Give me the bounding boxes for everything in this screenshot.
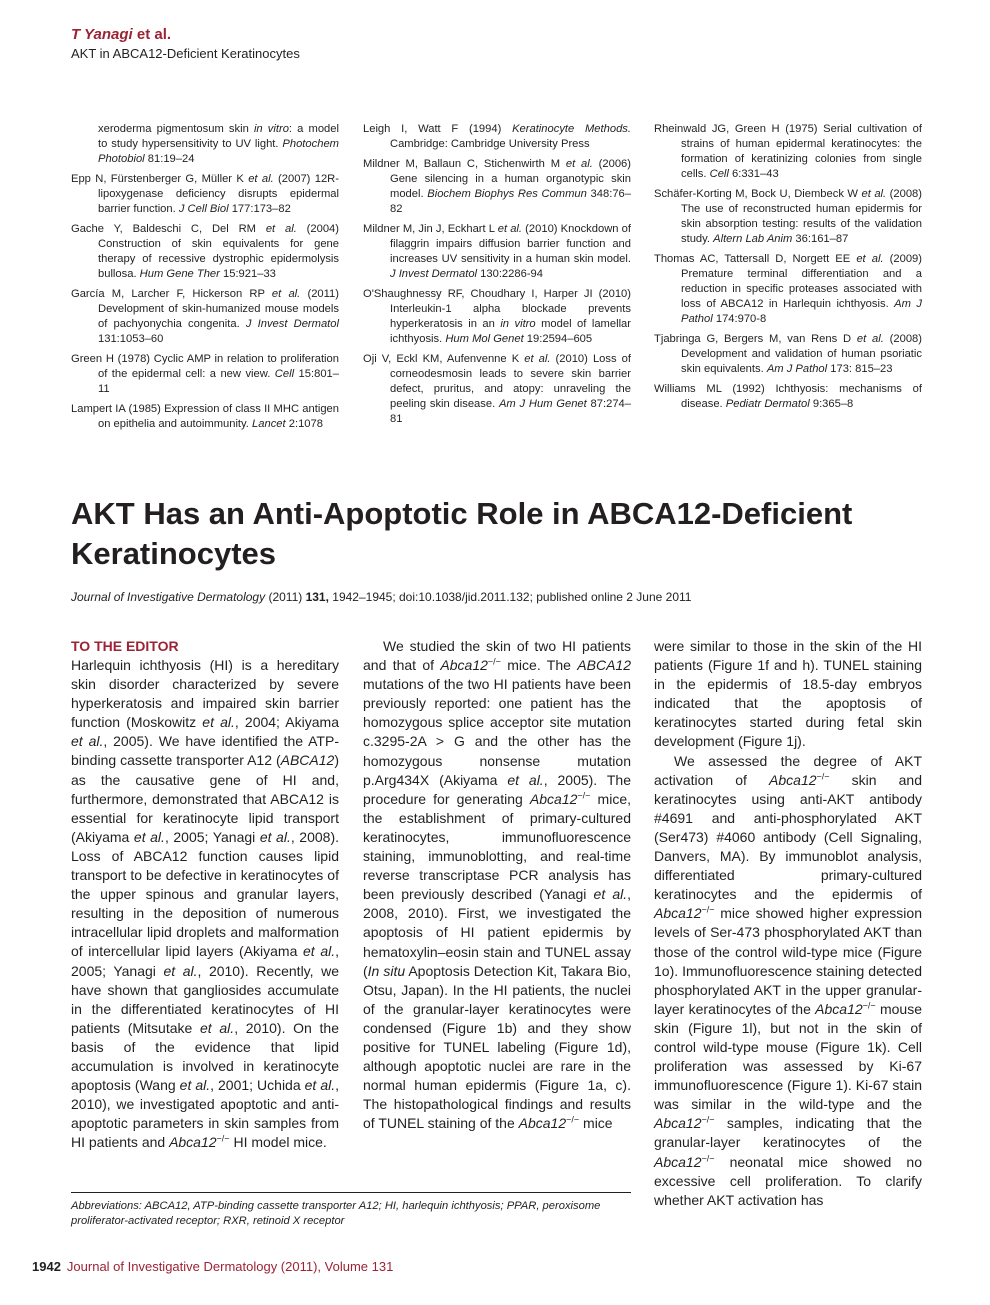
body-text-1 xyxy=(71,656,339,1152)
citation-volume: 131, xyxy=(305,590,329,604)
page-footer xyxy=(32,1259,393,1274)
references-column-1 xyxy=(71,122,339,437)
reference-entry: Rheinwald JG, Green H (1975) Serial cultivation of strains of human epidermal keratinocytes: the formation of keratinizing colonies from single cells. Cell 6:331–43 xyxy=(654,123,922,180)
references-column-3 xyxy=(654,122,922,417)
section-heading: TO THE EDITOR xyxy=(71,638,179,654)
reference-entry: Tjabringa G, Bergers M, van Rens D et al. (2008) Development and validation of human psoriatic skin equivalents. Am J Pathol 173: 815–23 xyxy=(654,333,922,375)
body-paragraph: We studied the skin of two HI patients and that of Abca12−/− mice. The ABCA12 mutations of the two HI patients have been previously reported: one patient has the homozygous splice acceptor site mutation c.3295-2A > G and the other has the homozygous nonsense mutation p.Arg434X (Akiyama et al., 2005). The procedure for generating Abca12−/− mice, the establishment of primary-cultured keratinocytes, immunofluorescence staining, immunoblotting, and real-time reverse transcriptase PCR analysis has been previously described (Yanagi et al., 2008, 2010). First, we investigated the apoptosis of HI patient epidermis by hematoxylin–eosin stain and TUNEL assay (In situ Apoptosis Detection Kit, Takara Bio, Otsu, Japan). In the HI patients, the nuclei of the granular-layer keratinocytes were condensed (Figure 1b) and they show positive for TUNEL labeling (Figure 1d), although apoptotic nuclei are rare in the normal human epidermis (Figure 1a, c). The histopathological findings and results of TUNEL staining of the Abca12−/− mice xyxy=(363,638,632,1132)
running-short-title: AKT in ABCA12-Deficient Keratinocytes xyxy=(71,46,300,61)
article-title: AKT Has an Anti-Apoptotic Role in ABCA12-Deficient Keratinocytes xyxy=(71,496,853,571)
running-header xyxy=(71,26,300,61)
reference-entry: Lampert IA (1985) Expression of class II MHC antigen on epithelia and autoimmunity. Lancet 2:1078 xyxy=(71,403,339,430)
page-number: 1942 xyxy=(32,1259,61,1274)
body-paragraph: We assessed the degree of AKT activation of Abca12−/− skin and keratinocytes using anti-AKT antibody #4691 and anti-phosphorylated AKT (Ser473) #4060 antibody (Cell Signaling, Danvers, MA). By immunoblot analysis, differentiated primary-cultured keratinocytes and the epidermis of Abca12−/− mice showed higher expression levels of Ser-473 phosphorylated AKT than those of the control wild-type mice (Figure 1o). Immunofluorescence staining detected phosphorylated AKT in the upper granular-layer keratinocytes of the Abca12−/− mouse skin (Figure 1l), but not in the skin of control wild-type mouse (Figure 1k). Cell proliferation was assessed by Ki-67 immunofluorescence (Figure 1). Ki-67 stain was similar in the wild-type and the Abca12−/− samples, indicating that the granular-layer keratinocytes of the Abca12−/− neonatal mice showed no excessive cell proliferation. To clarify whether AKT activation has xyxy=(654,752,922,1208)
footnote-divider xyxy=(71,1192,631,1193)
running-author: T Yanagi et al. xyxy=(71,26,172,43)
article-citation: Journal of Investigative Dermatology (2011) 131, 1942–1945; doi:10.1038/jid.2011.132; published online 2 June 2011 xyxy=(71,590,692,604)
reference-entry: xeroderma pigmentosum skin in vitro: a model to study hypersensitivity to UV light. Photochem Photobiol 81:19–24 xyxy=(98,123,339,165)
body-column-3 xyxy=(654,637,922,1210)
reference-entry: Schäfer-Korting M, Bock U, Diembeck W et al. (2008) The use of reconstructed human epidermis for skin absorption testing: results of the validation study. Altern Lab Anim 36:161–87 xyxy=(654,188,922,245)
reference-entry: García M, Larcher F, Hickerson RP et al. (2011) Development of skin-humanized mouse models of pachyonychia congenita. J Invest Dermatol 131:1053–60 xyxy=(71,288,340,345)
body-column-2 xyxy=(363,637,631,1133)
body-column-1 xyxy=(71,637,339,1152)
citation-journal: Journal of Investigative Dermatology xyxy=(71,590,266,604)
reference-entry: Mildner M, Ballaun C, Stichenwirth M et al. (2006) Gene silencing in a human organotypic skin model. Biochem Biophys Res Commun 348:76–82 xyxy=(363,158,631,215)
reference-entry: Epp N, Fürstenberger G, Müller K et al. (2007) 12R-lipoxygenase deficiency disrupts epidermal barrier function. J Cell Biol 177:173–82 xyxy=(71,173,339,215)
reference-entry: Oji V, Eckl KM, Aufenvenne K et al. (2010) Loss of corneodesmosin leads to severe skin barrier defect, pruritus, and atopy: unraveling the peeling skin disease. Am J Hum Genet 87:274–81 xyxy=(363,353,631,425)
reference-entry: Green H (1978) Cyclic AMP in relation to proliferation of the epidermal cell: a new view. Cell 15:801–11 xyxy=(71,353,339,395)
body-paragraph: were similar to those in the skin of the HI patients (Figure 1f and h). TUNEL staining in the epidermis of 18.5-day embryos indicated that the apoptosis of keratinocytes started during fetal skin development (Figure 1j). xyxy=(654,638,922,750)
footer-journal: Journal of Investigative Dermatology (2011), Volume 131 xyxy=(66,1259,394,1274)
reference-entry: Thomas AC, Tattersall D, Norgett EE et al. (2009) Premature terminal differentiation and a reduction in specific proteases associated with loss of ABCA12 in Harlequin ichthyosis. Am J Pathol 174:970-8 xyxy=(654,253,922,325)
references-column-2 xyxy=(363,122,631,432)
body-paragraph: Harlequin ichthyosis (HI) is a hereditary skin disorder characterized by severe hyperkeratosis and impaired skin barrier function (Moskowitz et al., 2004; Akiyama et al., 2005). We have identified the ATP-binding cassette transporter A12 (ABCA12) as the causative gene of HI and, furthermore, demonstrated that ABCA12 is essential for keratinocyte lipid transport (Akiyama et al., 2005; Yanagi et al., 2008). Loss of ABCA12 function causes lipid transport to be defective in keratinocytes of the upper spinous and granular layers, resulting in the deposition of numerous intracellular lipid droplets and malformation of intercellular lipid layers (Akiyama et al., 2005; Yanagi et al., 2010). Recently, we have shown that gangliosides accumulate in the differentiated keratinocytes of HI patients (Mitsutake et al., 2010). On the basis of the evidence that lipid accumulation is involved in keratinocyte apoptosis (Wang et al., 2001; Uchida et al., 2010), we investigated apoptotic and anti-apoptotic parameters in skin samples from HI patients and Abca12−/− HI model mice. xyxy=(71,657,340,1151)
reference-entry: Leigh I, Watt F (1994) Keratinocyte Methods. Cambridge: Cambridge University Press xyxy=(363,123,632,150)
reference-entry: Gache Y, Baldeschi C, Del RM et al. (2004) Construction of skin equivalents for gene therapy of recessive dystrophic epidermolysis bullosa. Hum Gene Ther 15:921–33 xyxy=(71,223,339,280)
reference-entry: Williams ML (1992) Ichthyosis: mechanisms of disease. Pediatr Dermatol 9:365–8 xyxy=(654,383,922,410)
reference-entry: Mildner M, Jin J, Eckhart L et al. (2010) Knockdown of filaggrin impairs diffusion barrier function and increases UV sensitivity in a human skin model. J Invest Dermatol 130:2286-94 xyxy=(363,223,631,280)
abbreviations-footnote: Abbreviations: ABCA12, ATP-binding cassette transporter A12; HI, harlequin ichthyosis; PPAR, peroxisome proliferator-activated receptor; RXR, retinoid X receptor xyxy=(71,1200,601,1227)
reference-entry: O'Shaughnessy RF, Choudhary I, Harper JI (2010) Interleukin-1 alpha blockade prevents hyperkeratosis in an in vitro model of lamellar ichthyosis. Hum Mol Genet 19:2594–605 xyxy=(363,288,631,345)
